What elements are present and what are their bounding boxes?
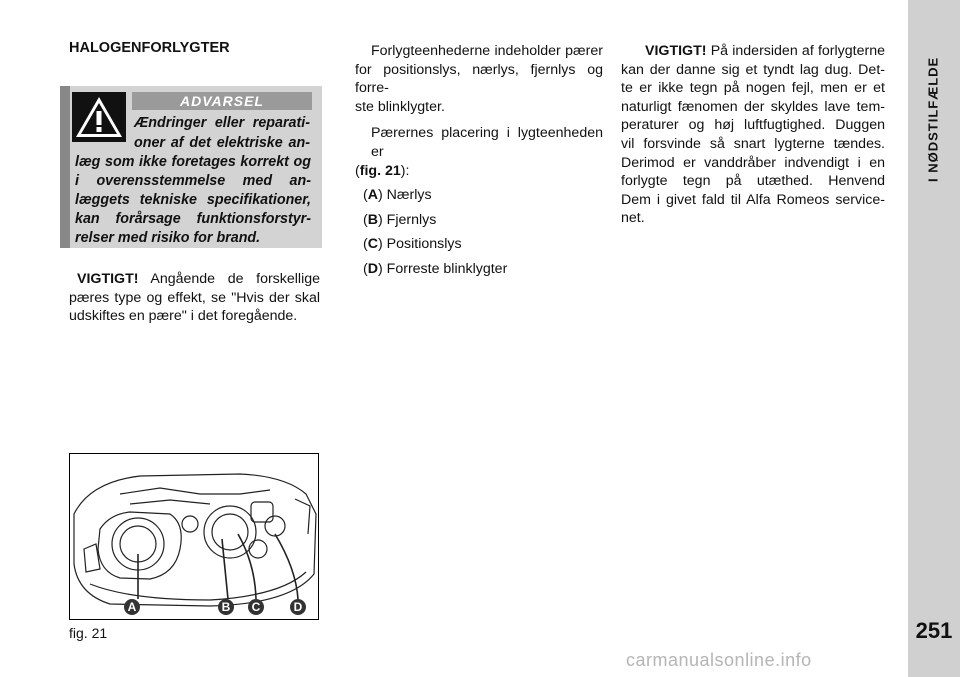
label-a: A [127, 600, 137, 614]
middle-p1-line-1: Forlygteenhederne indeholder pærer [371, 43, 603, 59]
warning-line-6: kan forårsage funktionsforstyr- [75, 211, 311, 227]
warning-box-bar [60, 86, 70, 248]
list-item-b: (B) Fjernlys [363, 211, 437, 228]
warning-line-7: relser med risiko for brand. [75, 230, 261, 246]
page-number: 251 [915, 618, 953, 643]
list-item-a: (A) Nærlys [363, 187, 432, 204]
note-left-text-2: pæres type og effekt, se "Hvis der skal [69, 289, 320, 306]
note-right-label: VIGTIGT! [645, 43, 707, 59]
middle-p1-line-3: ste blinklygter. [355, 98, 445, 115]
note-right: VIGTIGT! På indersiden af forlygterne kan der danne sig et tyndt lag dug. Det- te er ikke tegn på nogen fejl, men er et naturligt fænomen der skyldes lave tem- peraturer og høj luftfugtighed. Duggen vil forsvinde så snart lygterne tændes. Derimod er vanddråber indvendigt i en forlygte tegn på utæthed. Henvend Dem i givet fald til Alfa Romeos service- net. [621, 43, 885, 227]
label-c: C [251, 600, 261, 614]
middle-column [355, 42, 603, 279]
headlamp-figure [69, 453, 319, 620]
fig-reference: fig. 21 [359, 162, 401, 179]
warning-triangle-icon [72, 92, 126, 142]
warning-line-2: oner af det elektriske an- [134, 135, 310, 151]
middle-p2-line-2: (fig. 21): [355, 162, 410, 179]
list-item-d: (D) Forreste blinklygter [363, 260, 508, 277]
section-heading: HALOGENFORLYGTER [69, 40, 230, 56]
note-left-label: VIGTIGT! [77, 271, 139, 287]
warning-line-4: i overensstemmelse med an- [75, 173, 311, 189]
section-label: I NØDSTILFÆLDE [925, 56, 941, 182]
warning-line-1: Ændringer eller reparati- [134, 115, 310, 131]
watermark: carmanualsonline.info [626, 650, 812, 670]
note-left-text-3: udskiftes en pære" i det foregående. [69, 308, 298, 325]
figure-labels [70, 454, 318, 619]
middle-p2-line-1: Pærernes placering i lygteenheden er [371, 125, 603, 160]
note-left-text-1: Angående de forskellige [138, 271, 320, 287]
middle-p1-line-2: for positionslys, nærlys, fjernlys og forre- [355, 61, 603, 97]
note-left [69, 270, 320, 326]
warning-line-3: læg som ikke foretages korrekt og [75, 154, 311, 170]
label-d: D [293, 600, 303, 614]
figure-caption: fig. 21 [69, 625, 108, 641]
list-item-c: (C) Positionslys [363, 236, 462, 253]
warning-title: ADVARSEL [132, 92, 312, 110]
label-b: B [221, 600, 231, 614]
warning-line-5: læggets tekniske specifikationer, [75, 192, 311, 208]
